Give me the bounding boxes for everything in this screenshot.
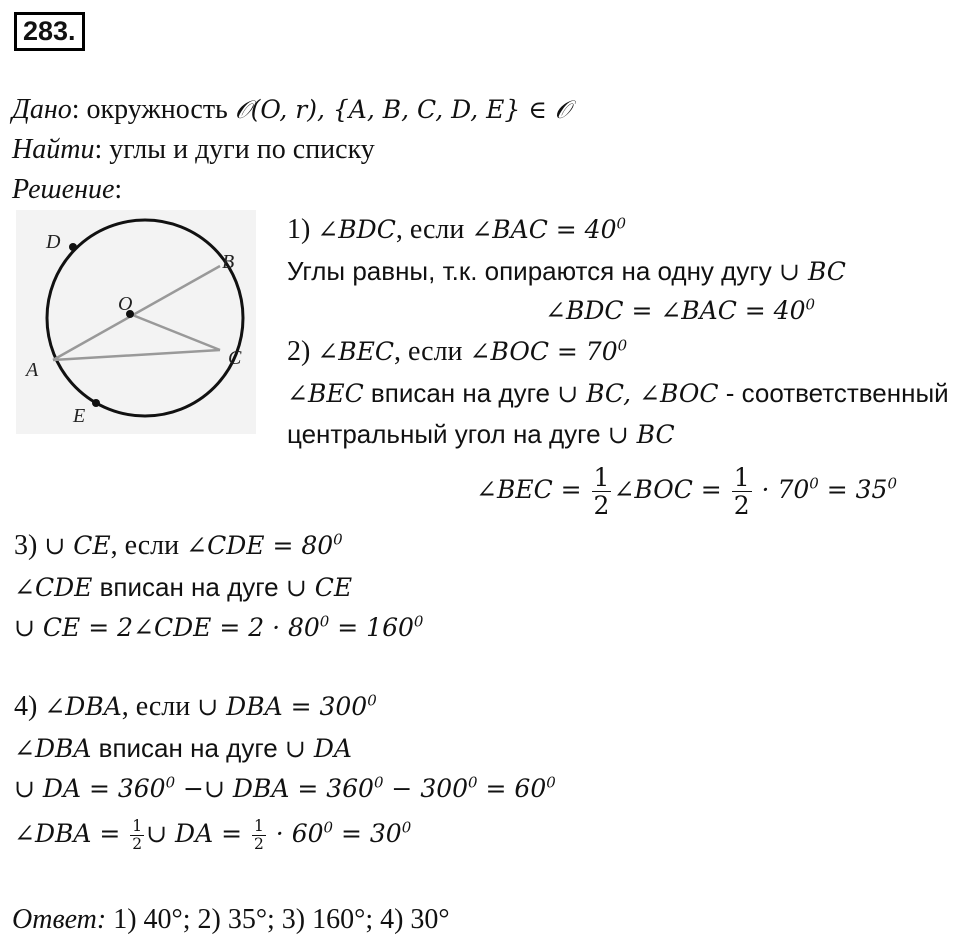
step2-reason-angle: ∠BEC [287, 379, 364, 408]
step4-angle: ∠DBA [44, 692, 122, 721]
step2-reason [287, 377, 949, 410]
step2-reason-math: ∪ BC, ∠BOC [557, 379, 719, 408]
step4-equation-2: ∠DBA = $\frac{1}{2}$ ∪ DA = $\frac{1}{2}$ · $60^0 = 30^0$ [14, 816, 412, 853]
step2-number: 2) [287, 336, 318, 367]
step3-reason-arc: ∪ CE [285, 573, 353, 602]
step3-condition: ∠CDE = $80^0$ [186, 530, 343, 560]
step1-reason-arc: ∪ BC [779, 257, 846, 286]
step2-central-text: центральный угол на дуге [287, 419, 608, 449]
step2-condition: ∠BOC = $70^0$ [469, 336, 628, 366]
given-text: : окружность [71, 94, 235, 125]
step3-reason-text: вписан на дуге [92, 572, 286, 602]
step4-if: , если [121, 691, 198, 722]
step4-reason-angle: ∠DBA [14, 734, 92, 763]
step3-equation: ∪ CE = 2∠CDE = $2 \cdot 80^0 = 160^0$ [14, 612, 424, 642]
find-label: Найти [12, 134, 95, 165]
answer-label: Ответ: [12, 904, 107, 935]
step4-equation-1: ∪ DA = $360^0$ −∪ DBA = $360^0 - 300^0 = 60^0$ [14, 773, 556, 803]
step2-heading [287, 336, 627, 368]
step3-heading [14, 530, 343, 562]
step4-fraction-2: $\frac{1}{2}$ [253, 816, 264, 853]
step4-condition: ∪ DBA = $300^0$ [197, 691, 377, 721]
given-line [12, 94, 570, 126]
step4-number: 4) [14, 691, 45, 722]
step1-number: 1) [287, 214, 318, 245]
label-e: E [73, 405, 86, 427]
answer-text: 1) 40°; 2) 35°; 3) 160°; 4) 30° [106, 904, 450, 935]
step2-equation: ∠BEC = $\frac{1}{2}$ ∠BOC = $\frac{1}{2}$ · $70^0 = 35^0$ [476, 462, 898, 520]
chord-ab [53, 266, 220, 360]
step3-arc: ∪ CE [44, 531, 111, 560]
step1-reason [287, 255, 846, 288]
step2-reason-text2: - соответственный [718, 378, 949, 408]
solution-label: Решение: [12, 174, 123, 205]
point-e [92, 399, 100, 407]
step1-heading [287, 214, 626, 246]
step2-fraction-2: $\frac{1}{2}$ [733, 462, 750, 520]
step3-number: 3) [14, 530, 45, 561]
step4-reason [14, 732, 352, 765]
step2-reason-cont [287, 418, 675, 451]
answer-line [12, 904, 450, 936]
label-c: C [228, 347, 242, 369]
step4-fraction-1: $\frac{1}{2}$ [132, 816, 143, 853]
step1-if: , если [395, 214, 472, 245]
step2-fraction-1: $\frac{1}{2}$ [593, 462, 610, 520]
step3-if: , если [110, 530, 187, 561]
given-label: Дано [12, 94, 72, 125]
circle [47, 220, 243, 416]
circle-figure [16, 210, 256, 434]
step1-condition: ∠BAC = $40^0$ [471, 214, 627, 244]
step2-central-arc: ∪ BC [607, 420, 675, 449]
point-d [69, 243, 77, 251]
label-d: D [46, 231, 61, 253]
circle-diagram [16, 210, 256, 434]
step4-reason-text: вписан на дуге [91, 733, 285, 763]
step4-reason-arc: ∪ DA [284, 734, 352, 763]
step3-reason [14, 571, 352, 604]
solution-label-text: Решение [12, 174, 115, 205]
given-math: 𝒪(O, r), {A, B, C, D, E} ∈ 𝒪 [234, 95, 571, 124]
problem-number: 283. [14, 12, 85, 51]
radius-oc [130, 314, 220, 350]
step2-angle: ∠BEC [317, 337, 395, 366]
step2-if: , если [394, 336, 470, 367]
label-o: O [118, 293, 133, 315]
chord-ac [53, 350, 220, 360]
step1-reason-text: Углы равны, т.к. опираются на одну дугу [287, 256, 780, 286]
step1-angle: ∠BDC [317, 215, 396, 244]
step1-equation: ∠BDC = ∠BAC = $40^0$ [545, 295, 816, 325]
label-a: A [26, 359, 39, 381]
step3-reason-angle: ∠CDE [14, 573, 93, 602]
step2-reason-text1: вписан на дуге [363, 378, 558, 408]
label-b: B [222, 251, 235, 273]
find-line [12, 134, 375, 166]
step4-heading [14, 691, 377, 723]
find-text: : углы и дуги по списку [94, 134, 375, 165]
